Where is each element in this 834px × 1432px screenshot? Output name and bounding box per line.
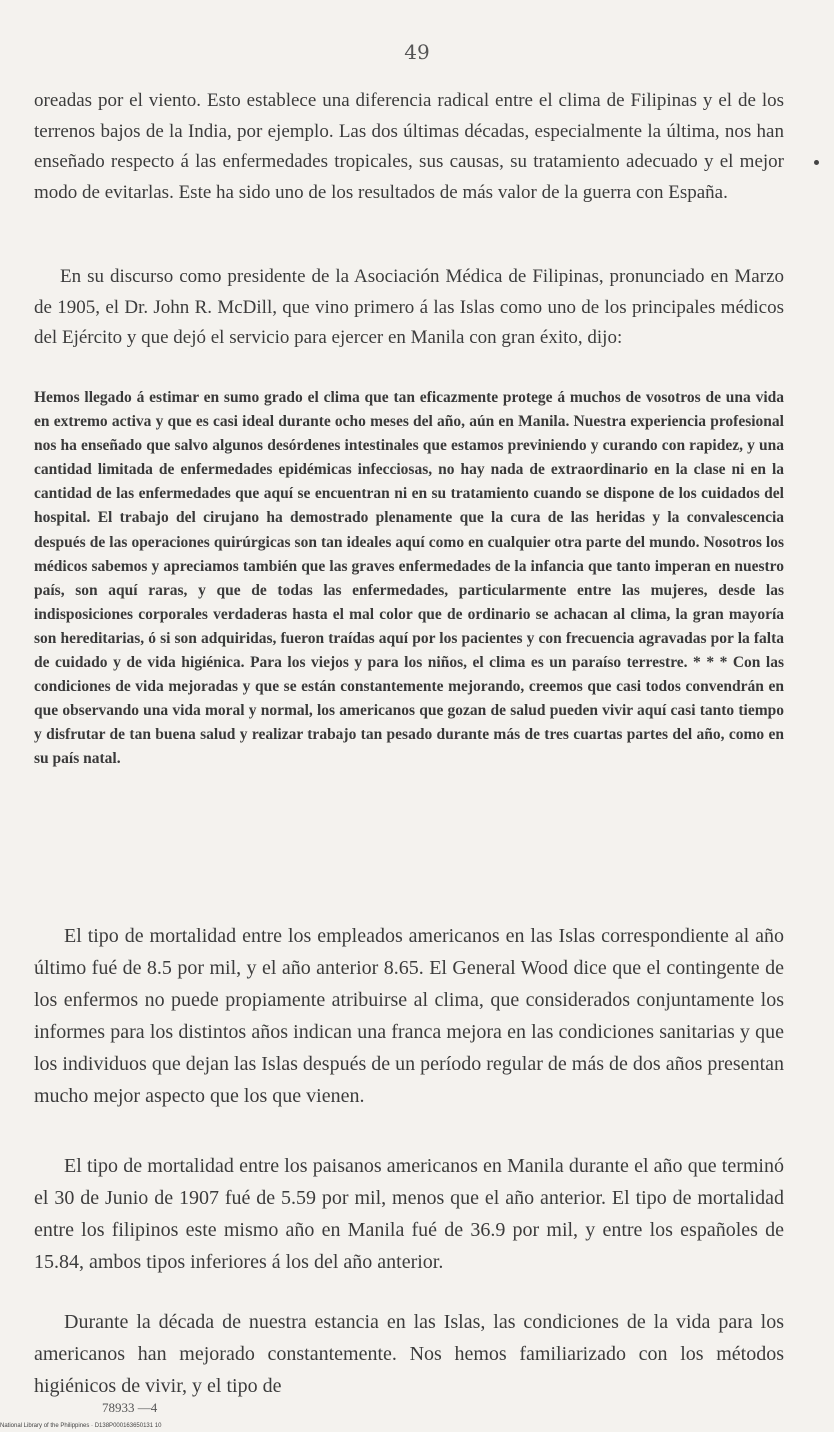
block-quote: Hemos llegado á estimar en sumo grado el clima que tan eficazmente protege á muchos de vosotros de una vida en extremo activa y que es casi ideal durante ocho meses del año, aún en Manila. Nuestra experiencia profesional nos ha enseñado que salvo algunos desórdenes intestinales que estamos previniendo y curando con rapidez, y una cantidad limitada de enfermedades epidémicas infecciosas, no hay nada de extraordinario en la clase ni en la cantidad de las enfermedades que aquí se encuentran ni en su tratamiento cuando se dispone de los cuidados del hospital. El trabajo del cirujano ha demostrado plenamente que la cura de las heridas y la convalescencia después de las operaciones quirúrgicas son tan ideales aquí como en cualquier otra parte del mundo. Nosotros los médicos sabemos y apreciamos también que las graves enfermedades de la infancia que tanto imperan en nuestro país, son aquí raras, y que de todas las enfermedades, particularmente entre las mujeres, desde las indisposiciones corporales verdaderas hasta el mal color que de ordinario se achacan al clima, la gran mayoría son hereditarias, ó si son adquiridas, fueron traídas aquí por los pacientes y con frecuencia agravadas por la falta de cuidado y de vida higiénica. Para los viejos y para los niños, el clima es un paraíso terrestre. * * * Con las condiciones de vida mejoradas y que se están constantemente mejorando, creemos que casi todos convendrán en que observando una vida moral y normal, los americanos que gozan de salud pueden vivir aquí casi tanto tiempo y disfrutar de tan buena salud y realizar trabajo tan pesado durante más de tres cuartas partes del año, como en su país natal. <box>34 389 784 768</box>
paragraph-5: Durante la década de nuestra estancia en las Islas, las condiciones de la vida para los americanos han mejorado constantemente. Nos hemos familiarizado con los métodos higiénicos de vivir, y el tipo de <box>34 1311 784 1397</box>
paragraph-2: En su discurso como presidente de la Asociación Médica de Filipinas, pronunciado en Marzo de 1905, el Dr. John R. McDill, que vino primero á las Islas como uno de los principales médicos del Ejército y que dejó el servicio para ejercer en Manila con gran éxito, dijo: <box>34 266 784 348</box>
margin-mark <box>814 160 819 165</box>
signature-mark: 78933 —4 <box>102 1400 158 1415</box>
paragraph-3: El tipo de mortalidad entre los empleados americanos en las Islas correspondiente al año último fué de 8.5 por mil, y el año anterior 8.65. El General Wood dice que el contingente de los enfermos no puede propiamente atribuirse al clima, que considerados conjuntamente los informes para los distintos años indican una franca mejora en las condiciones sanitarias y que los individuos que dejan las Islas después de un período regular de más de dos años presentan mucho mejor aspecto que los que vienen. <box>34 925 784 1107</box>
page-number: 49 <box>404 40 430 64</box>
paragraph-4: El tipo de mortalidad entre los paisanos americanos en Manila durante el año que terminó el 30 de Junio de 1907 fué de 5.59 por mil, menos que el año anterior. El tipo de mortalidad entre los filipinos este mismo año en Manila fué de 36.9 por mil, y entre los españoles de 15.84, ambos tipos inferiores á los del año anterior. <box>34 1155 784 1273</box>
footer-credit: National Library of the Philippines · D138P000163650131 10 <box>0 1423 162 1429</box>
paragraph-1: oreadas por el viento. Esto establece una diferencia radical entre el clima de Filipinas y el de los terrenos bajos de la India, por ejemplo. Las dos últimas décadas, especialmente la última, nos han enseñado respecto á las enfermedades tropicales, sus causas, su tratamiento adecuado y el mejor modo de evitarlas. Este ha sido uno de los resultados de más valor de la guerra con España. <box>34 90 784 203</box>
